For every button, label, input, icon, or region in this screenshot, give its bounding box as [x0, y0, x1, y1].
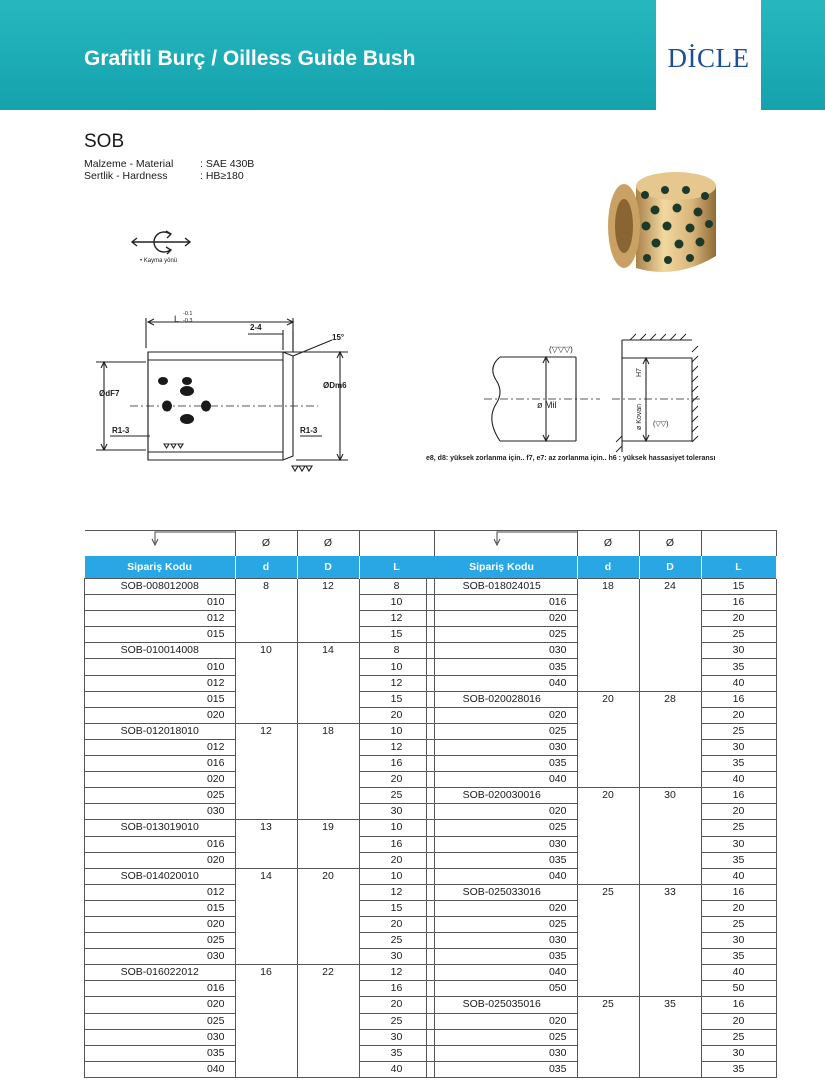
arrow-cell: [85, 531, 236, 557]
table-row: [427, 579, 777, 595]
inner-diameter-cell: 16: [235, 965, 297, 1078]
length-cell: 20: [359, 916, 434, 932]
length-cell: 25: [359, 788, 434, 804]
page-header: [0, 0, 825, 110]
brand-logo: [656, 0, 761, 110]
order-code-cell: 040: [427, 868, 578, 884]
arrow-cell: [427, 531, 578, 557]
diameter-symbol: Ø: [235, 531, 297, 557]
down-arrow-icon: [85, 531, 235, 551]
graphite-plugs: [158, 377, 211, 424]
length-cell: 25: [701, 1029, 776, 1045]
table-row: [85, 868, 435, 884]
order-code-cell: 035: [85, 1045, 236, 1061]
length-cell: 30: [701, 643, 776, 659]
slide-direction-label: • Kayma yönü: [140, 258, 178, 264]
order-code-cell: 025: [427, 916, 578, 932]
length-cell: 8: [359, 579, 434, 595]
length-cell: 20: [701, 900, 776, 916]
order-code-cell: 025: [85, 933, 236, 949]
length-cell: 15: [359, 627, 434, 643]
order-code-cell: 020: [85, 707, 236, 723]
order-code-cell: 015: [85, 627, 236, 643]
order-code-cell: 030: [427, 836, 578, 852]
spec-hardness-value: : HB≥180: [200, 170, 244, 182]
column-header: Sipariş Kodu: [85, 556, 236, 579]
length-cell: 16: [701, 788, 776, 804]
order-code-cell: 020: [427, 707, 578, 723]
order-code-cell: SOB-020028016: [427, 691, 578, 707]
length-cell: 20: [359, 852, 434, 868]
length-cell: 30: [359, 949, 434, 965]
order-code-cell: 020: [85, 916, 236, 932]
length-cell: 30: [701, 739, 776, 755]
order-code-cell: 030: [427, 933, 578, 949]
order-code-cell: 010: [85, 595, 236, 611]
order-code-cell: 030: [427, 1045, 578, 1061]
length-cell: 40: [701, 675, 776, 691]
length-cell: 12: [359, 611, 434, 627]
order-code-cell: 035: [427, 659, 578, 675]
fit-diagram: [484, 340, 700, 452]
inner-diameter-cell: 8: [235, 579, 297, 643]
order-code-cell: SOB-010014008: [85, 643, 236, 659]
outer-diameter-cell: 18: [297, 723, 359, 820]
length-cell: 20: [701, 804, 776, 820]
length-cell: 15: [701, 579, 776, 595]
table-row: [85, 820, 435, 836]
order-code-cell: 020: [427, 1013, 578, 1029]
table-row: [427, 884, 777, 900]
outer-diameter-cell: 19: [297, 820, 359, 868]
logo-text: DİCLE: [667, 43, 750, 73]
order-code-cell: SOB-025033016: [427, 884, 578, 900]
length-cell: 10: [359, 659, 434, 675]
length-cell: 15: [359, 691, 434, 707]
order-code-cell: SOB-014020010: [85, 868, 236, 884]
order-code-cell: SOB-016022012: [85, 965, 236, 981]
length-cell: 16: [701, 997, 776, 1013]
order-code-cell: 012: [85, 675, 236, 691]
diameter-symbol: Ø: [297, 531, 359, 557]
bush-drawing: [96, 318, 348, 471]
length-cell: 35: [359, 1045, 434, 1061]
tolerance-note: e8, d8: yüksek zorlanma için.. f7, e7: az zorlanma için.. h6 : yüksek hassasiyet toleransı: [426, 455, 716, 462]
length-cell: 10: [359, 723, 434, 739]
shaft-label: ø Mil: [537, 400, 557, 410]
table-row: [85, 579, 435, 595]
diameter-symbol: Ø: [639, 531, 701, 557]
bush-photo: [608, 172, 716, 272]
length-cell: 12: [359, 965, 434, 981]
order-code-cell: 040: [427, 675, 578, 691]
order-code-cell: 015: [85, 900, 236, 916]
length-cell: 35: [701, 949, 776, 965]
outer-diameter-cell: 12: [297, 579, 359, 643]
order-code-cell: 035: [427, 1061, 578, 1077]
order-code-cell: 016: [85, 836, 236, 852]
spec-material-label: Malzeme - Material: [84, 158, 174, 170]
order-code-cell: 020: [427, 804, 578, 820]
order-code-cell: 012: [85, 611, 236, 627]
spec-material-value: : SAE 430B: [200, 158, 255, 170]
column-header: d: [577, 556, 639, 579]
length-cell: 40: [701, 868, 776, 884]
order-code-cell: 025: [427, 820, 578, 836]
column-header: L: [701, 556, 776, 579]
length-cell: 16: [701, 884, 776, 900]
inner-diameter-cell: 20: [577, 691, 639, 788]
model-title: SOB: [84, 131, 125, 152]
order-code-cell: 035: [427, 949, 578, 965]
order-code-cell: 030: [85, 804, 236, 820]
length-tol-upper: -0.1: [183, 311, 193, 317]
shaft-surface-label: (▽▽▽): [549, 345, 573, 354]
housing-surface-label: (▽▽): [653, 421, 669, 428]
order-code-cell: 025: [427, 723, 578, 739]
length-cell: 30: [701, 1045, 776, 1061]
length-cell: 15: [359, 900, 434, 916]
inner-diameter-cell: 12: [235, 723, 297, 820]
inner-dia-label: ØdF7: [99, 389, 120, 398]
length-cell: 12: [359, 675, 434, 691]
length-cell: 35: [701, 1061, 776, 1077]
order-code-cell: 030: [427, 739, 578, 755]
down-arrow-icon: [427, 531, 577, 551]
order-code-cell: SOB-020030016: [427, 788, 578, 804]
order-code-cell: 020: [85, 852, 236, 868]
length-cell: 20: [701, 611, 776, 627]
length-cell: 20: [701, 1013, 776, 1029]
length-cell: 35: [701, 756, 776, 772]
outer-dia-label: ØDm6: [323, 381, 347, 390]
order-code-cell: SOB-013019010: [85, 820, 236, 836]
left-size-table: [84, 530, 435, 1078]
length-cell: 20: [359, 997, 434, 1013]
inner-diameter-cell: 13: [235, 820, 297, 868]
length-cell: 16: [701, 691, 776, 707]
length-cell: 16: [359, 756, 434, 772]
housing-tol-label: H7: [636, 368, 643, 377]
slide-direction-icon: [132, 231, 190, 254]
table-row: [85, 965, 435, 981]
length-cell: 12: [359, 884, 434, 900]
housing-hatch: [616, 334, 698, 452]
length-cell: 16: [701, 595, 776, 611]
length-cell: 20: [701, 707, 776, 723]
order-code-cell: 030: [427, 643, 578, 659]
length-cell: 35: [701, 659, 776, 675]
length-cell: 40: [701, 772, 776, 788]
order-code-cell: 050: [427, 981, 578, 997]
length-cell: 10: [359, 595, 434, 611]
length-cell: 20: [359, 707, 434, 723]
table-row: [427, 997, 777, 1013]
order-code-cell: 035: [427, 756, 578, 772]
length-cell: 30: [359, 1029, 434, 1045]
column-header: d: [235, 556, 297, 579]
column-header: D: [297, 556, 359, 579]
outer-diameter-cell: 20: [297, 868, 359, 965]
order-code-cell: 030: [85, 949, 236, 965]
order-code-cell: 012: [85, 739, 236, 755]
length-cell: 25: [359, 933, 434, 949]
order-code-cell: SOB-018024015: [427, 579, 578, 595]
length-cell: 16: [359, 836, 434, 852]
length-cell: 25: [701, 723, 776, 739]
length-cell: 25: [701, 627, 776, 643]
order-code-cell: 020: [85, 772, 236, 788]
outer-diameter-cell: 33: [639, 884, 701, 997]
outer-diameter-cell: 24: [639, 579, 701, 692]
length-cell: 25: [359, 1013, 434, 1029]
length-cell: 35: [701, 852, 776, 868]
length-cell: 10: [359, 868, 434, 884]
radius-left-label: R1-3: [112, 426, 130, 435]
length-cell: 25: [701, 916, 776, 932]
order-code-cell: SOB-012018010: [85, 723, 236, 739]
length-tol-lower: -0.3: [183, 318, 193, 324]
column-header: Sipariş Kodu: [427, 556, 578, 579]
page-title: Grafitli Burç / Oilless Guide Bush: [84, 47, 416, 70]
length-cell: 40: [701, 965, 776, 981]
length-cell: 25: [701, 820, 776, 836]
chamfer-angle: 15°: [332, 333, 345, 342]
length-cell: 30: [359, 804, 434, 820]
order-code-cell: 030: [85, 1029, 236, 1045]
order-code-cell: 020: [85, 997, 236, 1013]
order-code-cell: 025: [85, 788, 236, 804]
length-cell: 50: [701, 981, 776, 997]
blank-cell: [701, 531, 776, 557]
inner-diameter-cell: 14: [235, 868, 297, 965]
length-cell: 12: [359, 739, 434, 755]
diameter-symbol: Ø: [577, 531, 639, 557]
order-code-cell: SOB-025035016: [427, 997, 578, 1013]
order-code-cell: 016: [85, 756, 236, 772]
inner-diameter-cell: 25: [577, 997, 639, 1077]
length-cell: 16: [359, 981, 434, 997]
length-cell: 40: [359, 1061, 434, 1077]
order-code-cell: 010: [85, 659, 236, 675]
length-cell: 10: [359, 820, 434, 836]
length-cell: 8: [359, 643, 434, 659]
order-code-cell: 025: [427, 627, 578, 643]
inner-diameter-cell: 25: [577, 884, 639, 997]
order-code-cell: 016: [427, 595, 578, 611]
order-code-cell: 012: [85, 884, 236, 900]
table-row: [85, 723, 435, 739]
outer-diameter-cell: 30: [639, 788, 701, 885]
order-code-cell: 035: [427, 852, 578, 868]
column-header: D: [639, 556, 701, 579]
inner-diameter-cell: 10: [235, 643, 297, 723]
order-code-cell: 016: [85, 981, 236, 997]
outer-diameter-cell: 28: [639, 691, 701, 788]
length-cell: 20: [359, 772, 434, 788]
order-code-cell: SOB-008012008: [85, 579, 236, 595]
order-code-cell: 020: [427, 900, 578, 916]
table-row: [85, 643, 435, 659]
housing-label: ø Kovan: [636, 403, 643, 430]
radius-right-label: R1-3: [300, 426, 318, 435]
order-code-cell: 040: [427, 772, 578, 788]
order-code-cell: 040: [427, 965, 578, 981]
table-row: [427, 788, 777, 804]
outer-diameter-cell: 35: [639, 997, 701, 1077]
inner-diameter-cell: 20: [577, 788, 639, 885]
inner-diameter-cell: 18: [577, 579, 639, 692]
length-cell: 30: [701, 933, 776, 949]
right-size-table: [426, 530, 777, 1078]
length-cell: 30: [701, 836, 776, 852]
spec-hardness-label: Sertlik - Hardness: [84, 170, 168, 182]
order-code-cell: 020: [427, 611, 578, 627]
outer-diameter-cell: 22: [297, 965, 359, 1078]
column-header: L: [359, 556, 434, 579]
order-code-cell: 040: [85, 1061, 236, 1077]
length-label: L: [174, 314, 180, 324]
order-code-cell: 025: [85, 1013, 236, 1029]
table-row: [427, 691, 777, 707]
order-code-cell: 025: [427, 1029, 578, 1045]
chamfer-length: 2-4: [250, 323, 262, 332]
blank-cell: [359, 531, 434, 557]
outer-diameter-cell: 14: [297, 643, 359, 723]
order-code-cell: 015: [85, 691, 236, 707]
